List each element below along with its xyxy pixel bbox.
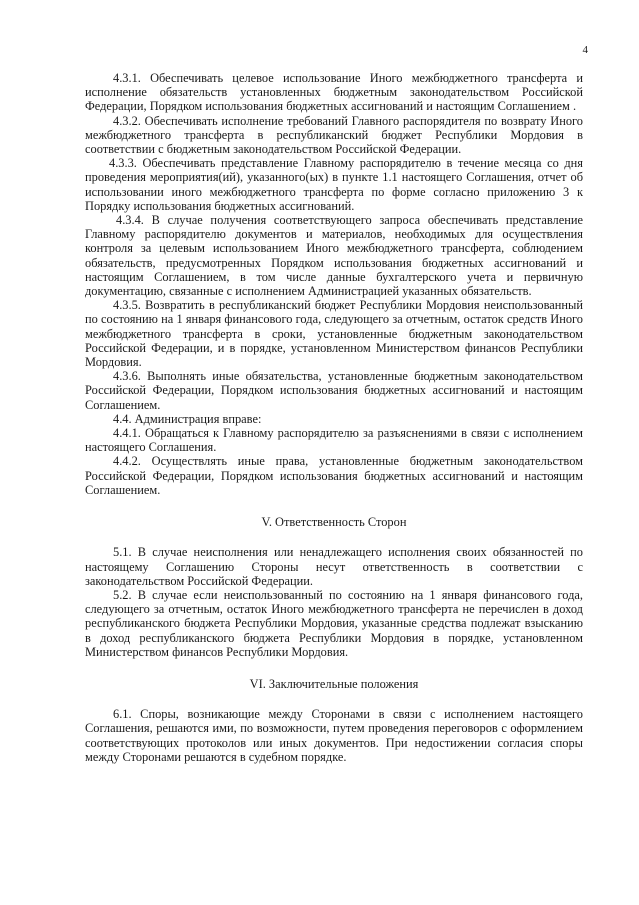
clause-4-3-5: 4.3.5. Возвратить в республиканский бюджет Республики Мордовия неиспользованный по состоянию на 1 января финансового года, следующего за отчетным, остаток средств Иного межбюджетного трансферта в сроки, установленные бюджетным законодательством Российской Федерации, и в порядке, установленном Министерством финансов Республики Мордовия. (85, 298, 583, 370)
clause-4-3-4: 4.3.4. В случае получения соответствующего запроса обеспечивать представление Главному распорядителю документов и материалов, необходимых для осуществления контроля за целевым использованием Иного межбюджетного трансферта, соблюдением обязательств, предусмотренных Порядком использования бюджетных ассигнований и настоящим Соглашением, в том числе данные бухгалтерского учета и первичную документацию, связанные с исполнением Администрацией указанных обязательств. (85, 213, 583, 299)
clause-4-3-2: 4.3.2. Обеспечивать исполнение требований Главного распорядителя по возврату Иного межбюджетного трансферта в республиканский бюджет Республики Мордовия в соответствии с бюджетным законодательством Российской Федерации. (85, 113, 583, 157)
clause-5-2: 5.2. В случае если неиспользованный по состоянию на 1 января финансового года, следующего за отчетным, остаток Иного межбюджетного трансферта не перечислен в доход республиканского бюджета Республики Мордовия, указанные средства подлежат взысканию в доход республиканского бюджета Республики Мордовия в порядке, установленном Министерством финансов Республики Мордовия. (85, 587, 583, 659)
section-5-heading: V. Ответственность Сторон (261, 515, 407, 530)
clause-4-3-6: 4.3.6. Выполнять иные обязательства, установленные бюджетным законодательством Российской Федерации, Порядком использования бюджетных ассигнований и настоящим Соглашением. (85, 369, 583, 412)
clause-5-1: 5.1. В случае неисполнения или ненадлежащего исполнения своих обязанностей по настоящему Соглашению Стороны несут ответственность в соответствии с законодательством Российской Федерации. (85, 545, 583, 588)
section-6-heading: VI. Заключительные положения (249, 676, 419, 691)
clause-4-4-1: 4.4.1. Обращаться к Главному распорядителю за разъяснениями в связи с исполнением настоящего Соглашения. (85, 426, 583, 455)
clause-4-4-2: 4.4.2. Осуществлять иные права, установленные бюджетным законодательством Российской Федерации, Порядком использования бюджетных ассигнований и настоящим Соглашением. (85, 454, 583, 497)
document-body (85, 71, 583, 764)
clause-6-1: 6.1. Споры, возникающие между Сторонами в связи с исполнением настоящего Соглашения, решаются ими, по возможности, путем проведения переговоров с оформлением соответствующих протоколов или иных документов. При недостижении согласия споры между Сторонами решаются в судебном порядке. (85, 707, 583, 764)
clause-4-3-3: 4.3.3. Обеспечивать представление Главному распорядителю в течение месяца со дня проведения мероприятия(ий), указанного(ых) в пункте 1.1 настоящего Соглашения, отчет об использовании иного межбюджетного трансферта по форме согласно приложению 3 к Порядку использования бюджетных ассигнований. (85, 156, 583, 213)
clause-4-4: 4.4. Администрация вправе: (113, 411, 262, 426)
page-number: 4 (582, 44, 588, 56)
clause-4-3-1: 4.3.1. Обеспечивать целевое использование Иного межбюджетного трансферта и исполнение обязательств установленных бюджетным законодательством Российской Федерации, Порядком использования бюджетных ассигнований и настоящим Соглашением . (85, 71, 583, 114)
